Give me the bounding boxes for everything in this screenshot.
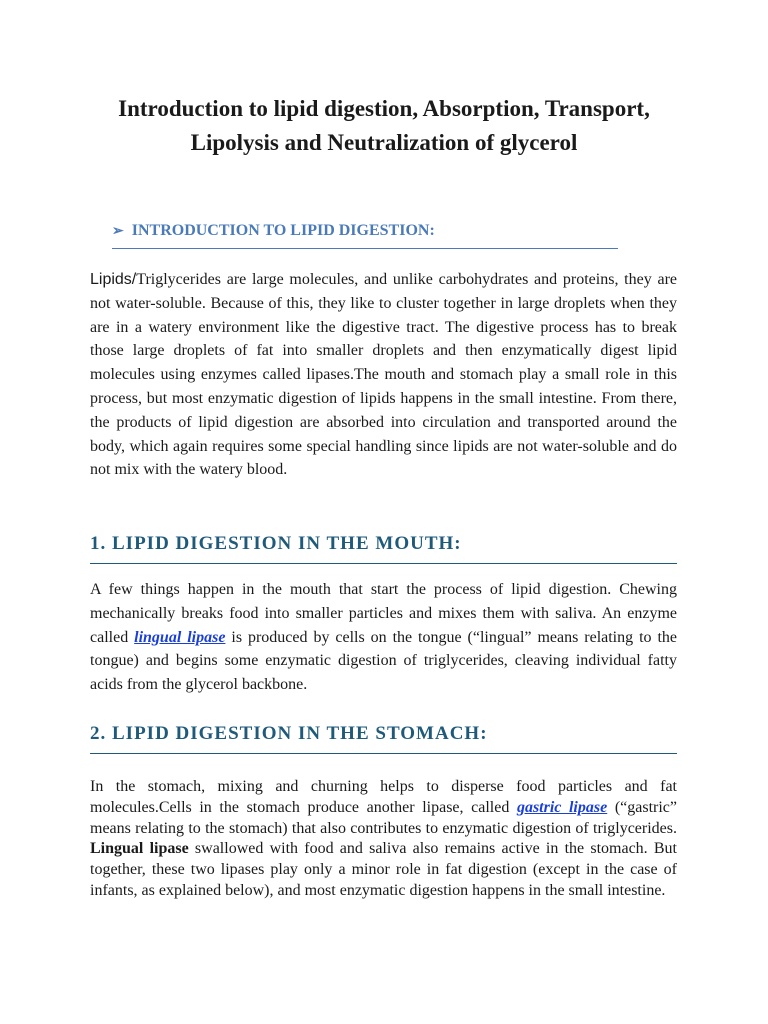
title-line-2: Lipolysis and Neutralization of glycerol: [190, 130, 578, 155]
intro-heading: [112, 220, 618, 249]
lingual-lipase-link[interactable]: lingual lipase: [134, 628, 226, 646]
title-line-1: Introduction to lipid digestion, Absorption, Transport,: [118, 96, 650, 121]
stomach-text-before: In the stomach, mixing and churning helps to disperse food particles and fat molecules.Cells in the stomach produce another lipase, called: [90, 778, 677, 816]
stomach-text-after: swallowed with food and saliva also remains active in the stomach. But together, these two lipases play only a minor role in fat digestion (except in the case of infants, as explained below), and most enzymatic digestion happens in the small intestine.: [90, 840, 677, 899]
stomach-text-middle: (“gastric” means relating to the stomach) that also contributes to enzymatic digestion of triglycerides.: [90, 798, 678, 837]
mouth-text-before: A few things happen in the mouth that start the process of lipid digestion. Chewing mechanically breaks food into smaller particles and mixes them with saliva. An enzyme called: [90, 581, 677, 646]
intro-paragraph: [90, 268, 677, 482]
gastric-lipase-link[interactable]: gastric lipase: [516, 798, 608, 816]
intro-body-text: Triglycerides are large molecules, and unlike carbohydrates and proteins, they are not water-soluble. Because of this, they like to cluster together in large droplets when they are in a watery environment like the digestive tract. The digestive process has to break those large droplets of fat into smaller droplets and then enzymatically digest lipid molecules using enzymes called lipases.The mouth and stomach play a small role in this process, but most enzymatic digestion of lipids happens in the small intestine. From there, the products of lipid digestion are absorbed into circulation and transported around the body, which again requires some special handling since lipids are not water-soluble and do not mix with the watery blood.: [90, 271, 677, 479]
intro-lead-word: Lipids/: [90, 271, 137, 288]
arrow-bullet-icon: ➢: [112, 224, 124, 239]
lingual-lipase-bold: Lingual lipase: [90, 840, 189, 858]
page-title: [80, 92, 688, 160]
stomach-section-heading: 2. LIPID DIGESTION IN THE STOMACH:: [90, 722, 677, 754]
mouth-paragraph: [90, 578, 677, 697]
stomach-paragraph: [90, 777, 677, 902]
mouth-text-after: is produced by cells on the tongue (“lingual” means relating to the tongue) and begins some enzymatic digestion of triglycerides, cleaving individual fatty acids from the glycerol backbone.: [90, 628, 677, 694]
mouth-section-heading: 1. LIPID DIGESTION IN THE MOUTH:: [90, 532, 677, 564]
intro-heading-text: INTRODUCTION TO LIPID DIGESTION:: [131, 222, 435, 239]
